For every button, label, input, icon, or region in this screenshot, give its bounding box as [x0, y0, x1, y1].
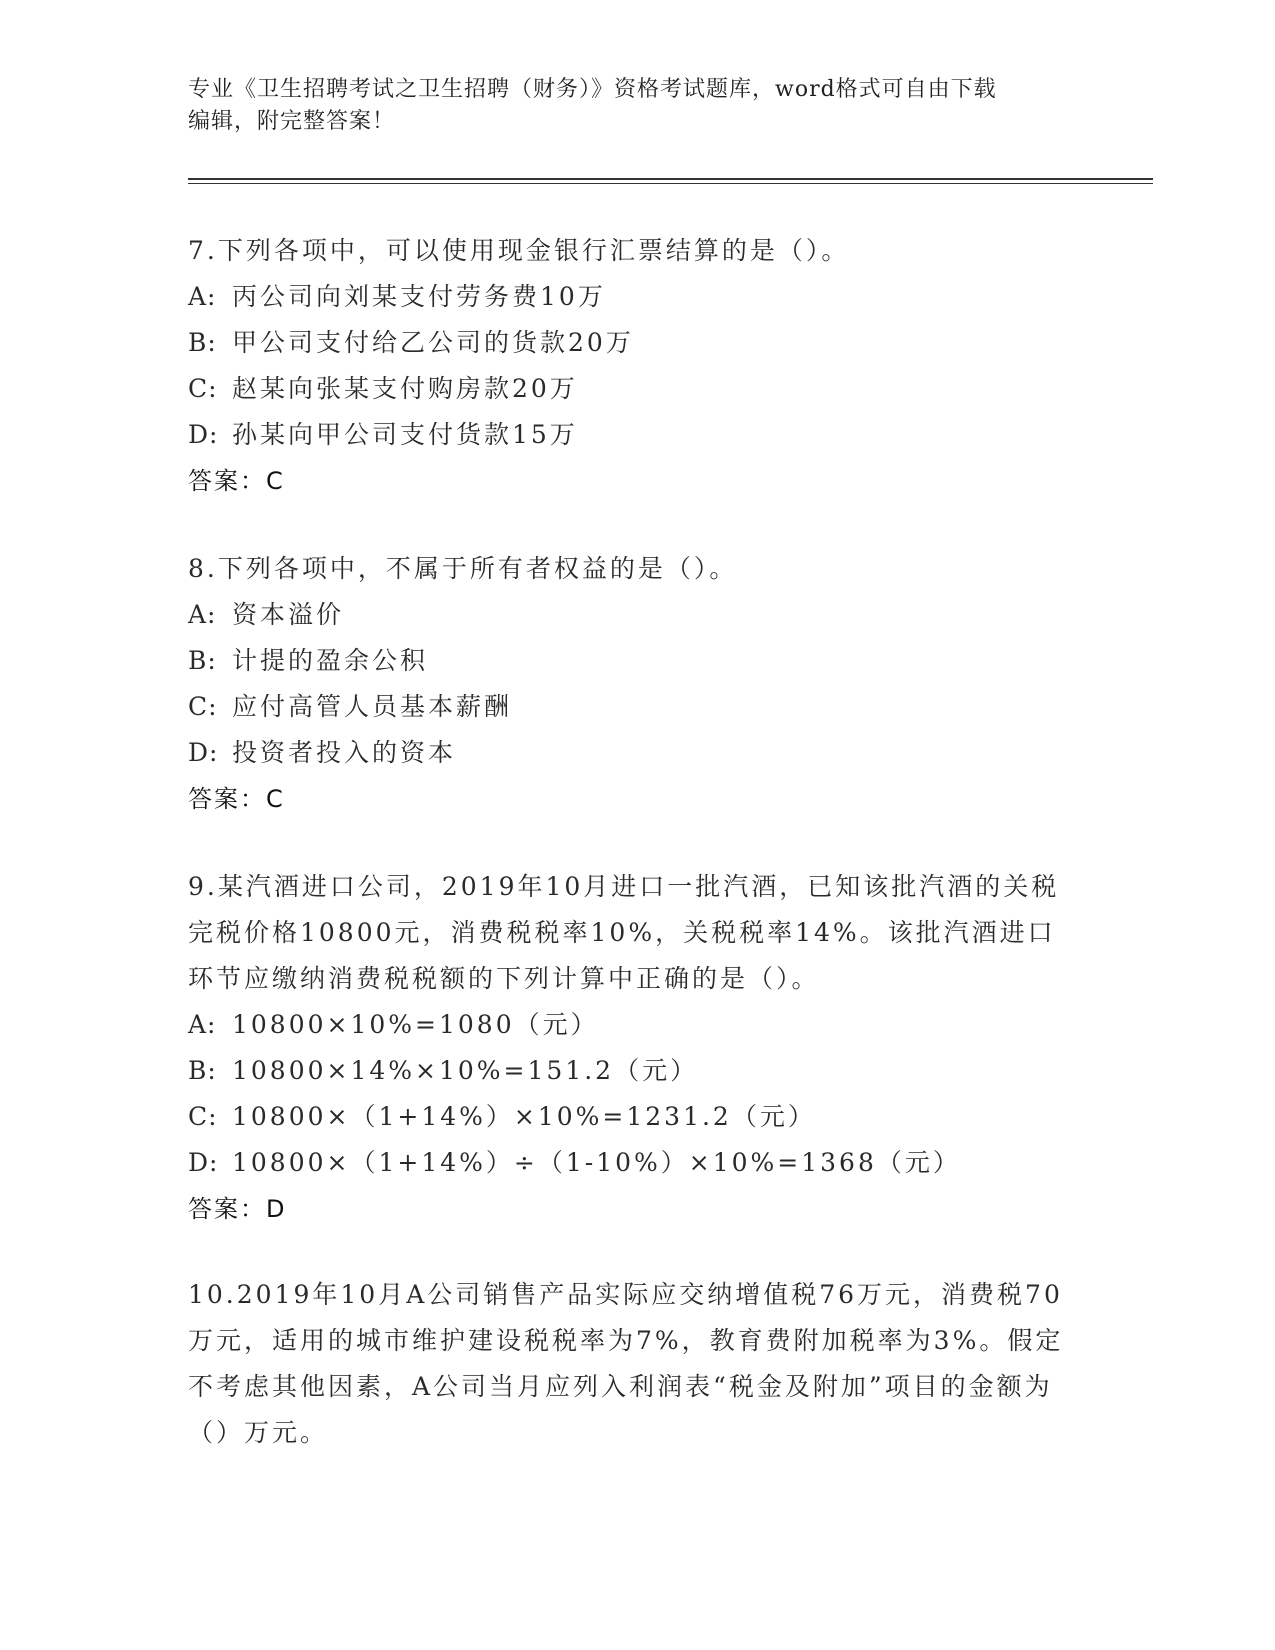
option-letter: B: [188, 646, 217, 675]
question-stem: 10.2019年10月A公司销售产品实际应交纳增值税76万元，消费税70万元，适用的城市维护建设税税率为7%，教育费附加税率为3%。假定不考虑其他因素，A公司当月应列入利润表“税金及附加”项目的金额为（）万元。 [188, 1280, 1064, 1447]
option-b [188, 638, 1088, 684]
option-letter: D: [188, 1148, 219, 1177]
answer-line: 答案：C [188, 467, 285, 495]
option-text: 10800×（1+14%）×10%=1231.2（元） [232, 1102, 816, 1131]
option-text: 10800×（1+14%）÷（1-10%）×10%=1368（元） [232, 1148, 961, 1177]
option-letter: C: [188, 1102, 218, 1131]
option-c [188, 684, 1088, 730]
header-divider-thin [188, 183, 1153, 184]
option-d [188, 730, 1088, 776]
question-10 [188, 1272, 1068, 1456]
option-c [188, 1094, 1068, 1140]
header-line-1: 专业《卫生招聘考试之卫生招聘（财务）》资格考试题库，word格式可自由下载 [188, 77, 997, 102]
option-a [188, 1002, 1068, 1048]
option-text: 应付高管人员基本薪酬 [232, 692, 513, 721]
option-letter: C: [188, 692, 218, 721]
option-text: 10800×14%×10%=151.2（元） [232, 1056, 699, 1085]
option-text: 计提的盈余公积 [232, 646, 429, 675]
option-text: 甲公司支付给乙公司的货款20万 [232, 328, 634, 357]
option-a [188, 592, 1088, 638]
option-text: 投资者投入的资本 [232, 738, 457, 767]
option-d [188, 412, 1088, 458]
header-divider-thick [188, 178, 1153, 180]
option-d [188, 1140, 1068, 1186]
option-letter: A: [188, 600, 217, 629]
option-letter: B: [188, 1056, 217, 1085]
question-stem: 8.下列各项中，不属于所有者权益的是（）。 [188, 554, 738, 583]
option-b [188, 320, 1088, 366]
option-c [188, 366, 1088, 412]
option-text: 丙公司向刘某支付劳务费10万 [232, 282, 606, 311]
question-8 [188, 546, 1088, 822]
option-a [188, 274, 1088, 320]
question-stem: 7.下列各项中，可以使用现金银行汇票结算的是（）。 [188, 236, 850, 265]
option-text: 资本溢价 [232, 600, 345, 629]
question-9 [188, 864, 1068, 1232]
option-text: 孙某向甲公司支付货款15万 [232, 420, 578, 449]
option-letter: A: [188, 1010, 217, 1039]
question-stem: 9.某汽酒进口公司，2019年10月进口一批汽酒，已知该批汽酒的关税完税价格10800元，消费税税率10%，关税税率14%。该批汽酒进口环节应缴纳消费税税额的下列计算中正确的是（）。 [188, 872, 1060, 993]
option-letter: B: [188, 328, 217, 357]
option-text: 10800×10%=1080（元） [232, 1010, 599, 1039]
answer-line: 答案：C [188, 785, 285, 813]
question-7 [188, 228, 1088, 504]
option-letter: D: [188, 420, 219, 449]
option-letter: D: [188, 738, 219, 767]
option-b [188, 1048, 1068, 1094]
answer-line: 答案：D [188, 1195, 287, 1223]
option-letter: C: [188, 374, 218, 403]
option-text: 赵某向张某支付购房款20万 [232, 374, 578, 403]
header-line-2: 编辑，附完整答案！ [188, 109, 396, 134]
option-letter: A: [188, 282, 217, 311]
document-header [188, 74, 1068, 138]
